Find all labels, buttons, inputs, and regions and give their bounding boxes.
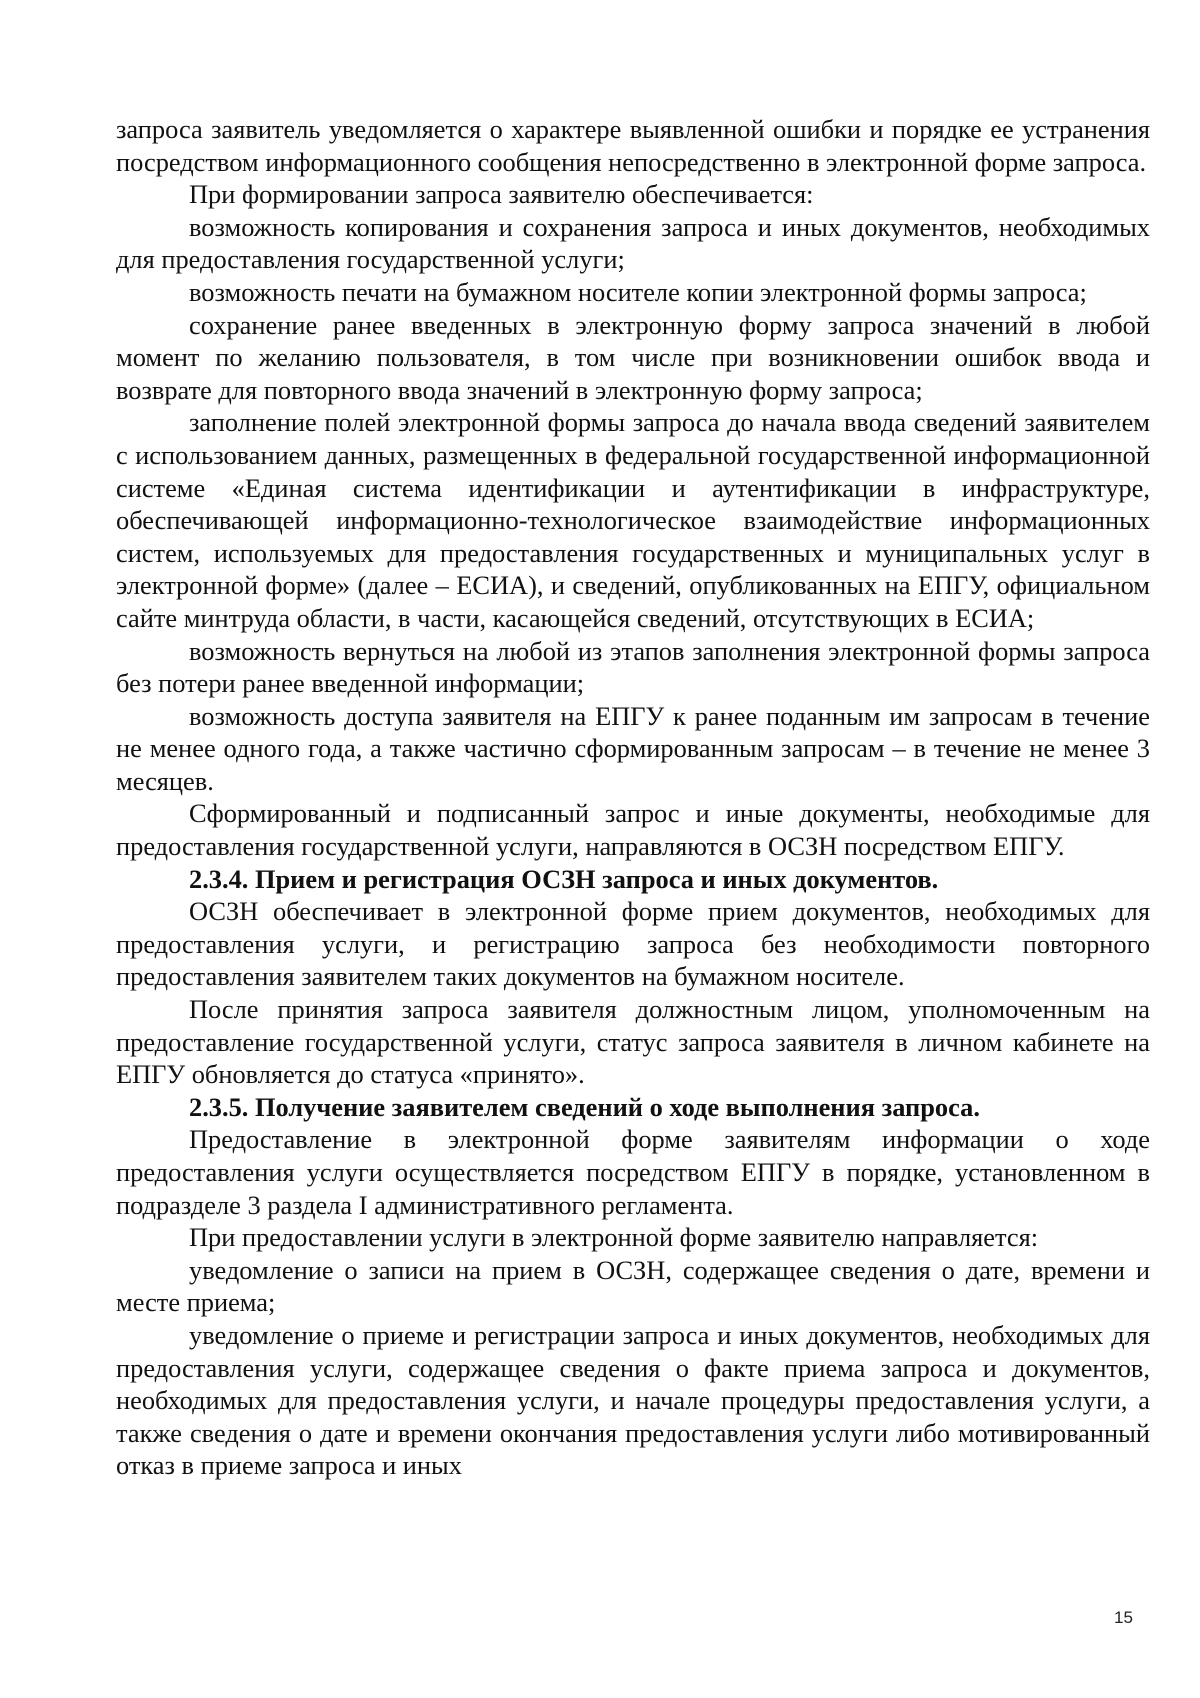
paragraph: После принятия запроса заявителя должностным лицом, уполномоченным на предоставление государственной услуги, статус запроса заявителя в личном кабинете на ЕПГУ обновляется до статуса «принято».	[116, 994, 1150, 1090]
paragraph: запроса заявитель уведомляется о характере выявленной ошибки и порядке ее устранения посредством информационного сообщения непосредственно в электронной форме запроса.	[116, 114, 1150, 177]
paragraph: возможность печати на бумажном носителе копии электронной формы запроса;	[189, 276, 1087, 307]
paragraph: сохранение ранее введенных в электронную форму запроса значений в любой момент по желанию пользователя, в том числе при возникновении ошибок ввода и возврате для повторного ввода значений в электронную форму запроса;	[116, 309, 1150, 405]
paragraph: Сформированный и подписанный запрос и иные документы, необходимые для предоставления государственной услуги, направляются в ОСЗН посредством ЕПГУ.	[116, 798, 1150, 862]
paragraph: Предоставление в электронной форме заявителям информации о ходе предоставления услуги осуществляется посредством ЕПГУ в порядке, установленном в подразделе 3 раздела I административного регламента.	[116, 1124, 1150, 1220]
paragraph: возможность вернуться на любой из этапов заполнения электронной формы запроса без потери ранее введенной информации;	[116, 635, 1150, 699]
page-number: 15	[1114, 1608, 1133, 1627]
paragraph: уведомление о записи на прием в ОСЗН, содержащее сведения о дате, времени и месте приема;	[116, 1254, 1150, 1318]
paragraph: уведомление о приеме и регистрации запроса и иных документов, необходимых для предоставления услуги, содержащее сведения о факте приема запроса и документов, необходимых для предоставления услуги, и начале процедуры предоставления услуги, а также сведения о дате и времени окончания предоставления услуги либо мотивированный отказ в приеме запроса и иных	[116, 1319, 1150, 1481]
section-heading: 2.3.5. Получение заявителем сведений о ходе выполнения запроса.	[189, 1091, 980, 1122]
document-page	[116, 113, 1150, 1482]
paragraph: возможность доступа заявителя на ЕПГУ к ранее поданным им запросам в течение не менее одного года, а также частично сформированным запросам – в течение не менее 3 месяцев.	[116, 700, 1150, 796]
paragraph: При предоставлении услуги в электронной форме заявителю направляется:	[189, 1222, 1039, 1253]
paragraph: заполнение полей электронной формы запроса до начала ввода сведений заявителем с использованием данных, размещенных в федеральной государственной информационной системе «Единая система идентификации и аутентификации в инфраструктуре, обеспечивающей информационно-технологическое взаимодействие информационных систем, используемых для предоставления государственных и муниципальных услуг в электронной форме» (далее – ЕСИА), и сведений, опубликованных на ЕПГУ, официальном сайте минтруда области, в части, касающейся сведений, отсутствующих в ЕСИА;	[116, 407, 1150, 633]
paragraph: При формировании запроса заявителю обеспечивается:	[189, 179, 814, 210]
paragraph: возможность копирования и сохранения запроса и иных документов, необходимых для предоставления государственной услуги;	[116, 211, 1150, 275]
section-heading: 2.3.4. Прием и регистрация ОСЗН запроса и иных документов.	[189, 863, 939, 894]
paragraph: ОСЗН обеспечивает в электронной форме прием документов, необходимых для предоставления услуги, и регистрацию запроса без необходимости повторного предоставления заявителем таких документов на бумажном носителе.	[116, 896, 1150, 992]
